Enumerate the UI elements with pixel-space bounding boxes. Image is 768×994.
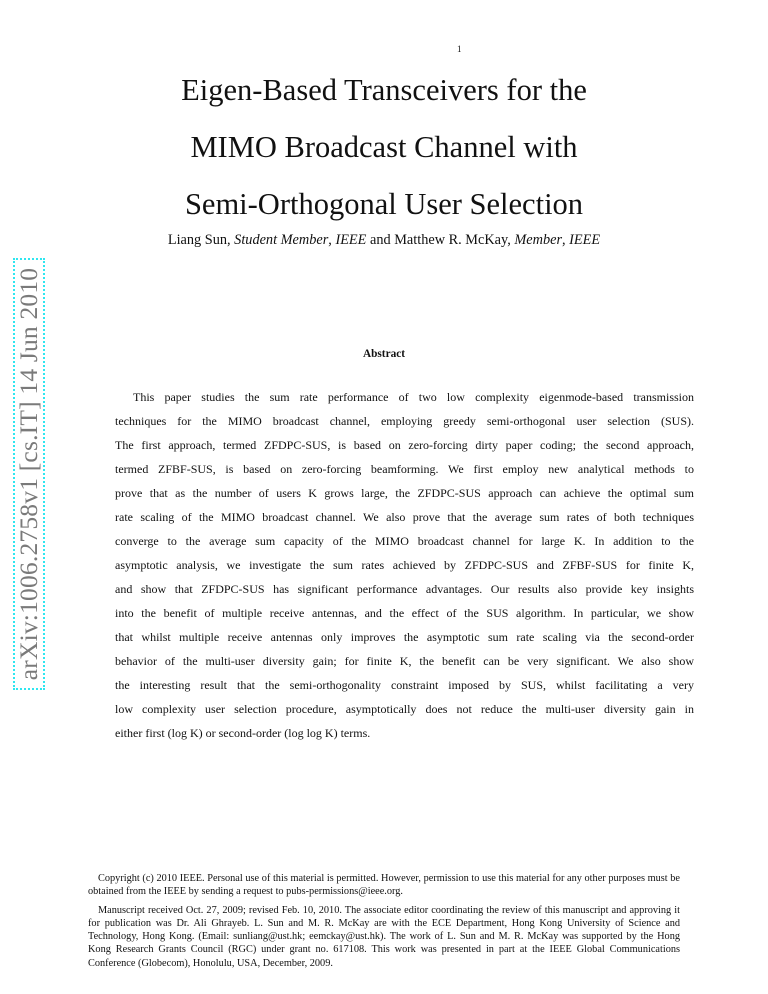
abstract-line: techniques for the MIMO broadcast channel, employing greedy semi-orthogonal user selection (SUS).	[115, 414, 694, 428]
abstract-line: either first (log K) or second-order (log log K) terms.	[115, 726, 371, 740]
author-role: Member	[514, 232, 563, 248]
abstract-line: that whilst multiple receive antennas only improves the asymptotic sum rate scaling via the second-order	[115, 630, 694, 644]
author-role: Student Member	[234, 232, 329, 248]
abstract-line: and show that ZFDPC-SUS has significant performance advantages. Our results also provide key insights	[115, 582, 694, 596]
abstract-line: The first approach, termed ZFDPC-SUS, is based on zero-forcing dirty paper coding; the second approach,	[115, 438, 694, 452]
abstract-line: into the benefit of multiple receive antennas, and the effect of the SUS algorithm. In particular, we show	[115, 606, 694, 620]
copyright-notice: Copyright (c) 2010 IEEE. Personal use of this material is permitted. However, permission to use this material for any other purposes must be obtained from the IEEE by sending a request to pubs-permissions@ieee.org.	[88, 873, 680, 898]
footnotes	[88, 872, 680, 976]
abstract-line: converge to the average sum capacity of the MIMO broadcast channel for large K. In addition to the	[115, 534, 694, 548]
author-line	[0, 232, 768, 249]
author-org: IEEE	[569, 232, 601, 248]
separator: ,	[328, 232, 336, 248]
title-line: MIMO Broadcast Channel with	[190, 130, 578, 164]
author-name: Liang Sun,	[167, 232, 235, 248]
abstract-line: rate scaling of the MIMO broadcast channel. We also prove that the average sum rates of both techniques	[115, 510, 694, 524]
abstract-line: asymptotic analysis, we investigate the sum rates achieved by ZFDPC-SUS and ZFBF-SUS for finite K,	[115, 558, 694, 572]
paper-title	[0, 62, 768, 233]
abstract-heading: Abstract	[362, 348, 406, 360]
separator: ,	[562, 232, 570, 248]
author-org: IEEE	[335, 232, 367, 248]
page-number: 1	[457, 44, 462, 54]
abstract-line: the interesting result that the semi-orthogonality constraint imposed by SUS, whilst facilitating a very	[115, 678, 694, 692]
title-line: Semi-Orthogonal User Selection	[184, 187, 584, 221]
author-name: and Matthew R. McKay,	[366, 232, 515, 248]
manuscript-note: Manuscript received Oct. 27, 2009; revised Feb. 10, 2010. The associate editor coordinating the review of this manuscript and approving it for publication was Dr. Ali Ghrayeb. L. Sun and M. R. McKay are with the ECE Department, Hong Kong University of Science and Technology, Hong Kong. (Email: sunliang@ust.hk; eemckay@ust.hk). The work of L. Sun and M. R. McKay was supported by the Hong Kong Research Grants Council (RGC) under grant no. 617108. This work was presented in part at the IEEE Global Communications Conference (Globecom), Honolulu, USA, December, 2009.	[88, 905, 680, 969]
abstract-line: This paper studies the sum rate performance of two low complexity eigenmode-based transmission	[133, 390, 694, 404]
abstract-line: behavior of the multi-user diversity gain; for finite K, the benefit can be very significant. We also show	[115, 654, 694, 668]
arxiv-stamp[interactable]: arXiv:1006.2758v1 [cs.IT] 14 Jun 2010	[14, 267, 43, 681]
abstract-body	[115, 385, 694, 745]
abstract-line: low complexity user selection procedure, asymptotically does not reduce the multi-user diversity gain in	[115, 702, 694, 716]
title-line: Eigen-Based Transceivers for the	[181, 73, 587, 107]
abstract-line: termed ZFBF-SUS, is based on zero-forcing beamforming. We first employ new analytical methods to	[115, 462, 694, 476]
abstract-line: prove that as the number of users K grows large, the ZFDPC-SUS approach can achieve the optimal sum	[115, 486, 694, 500]
